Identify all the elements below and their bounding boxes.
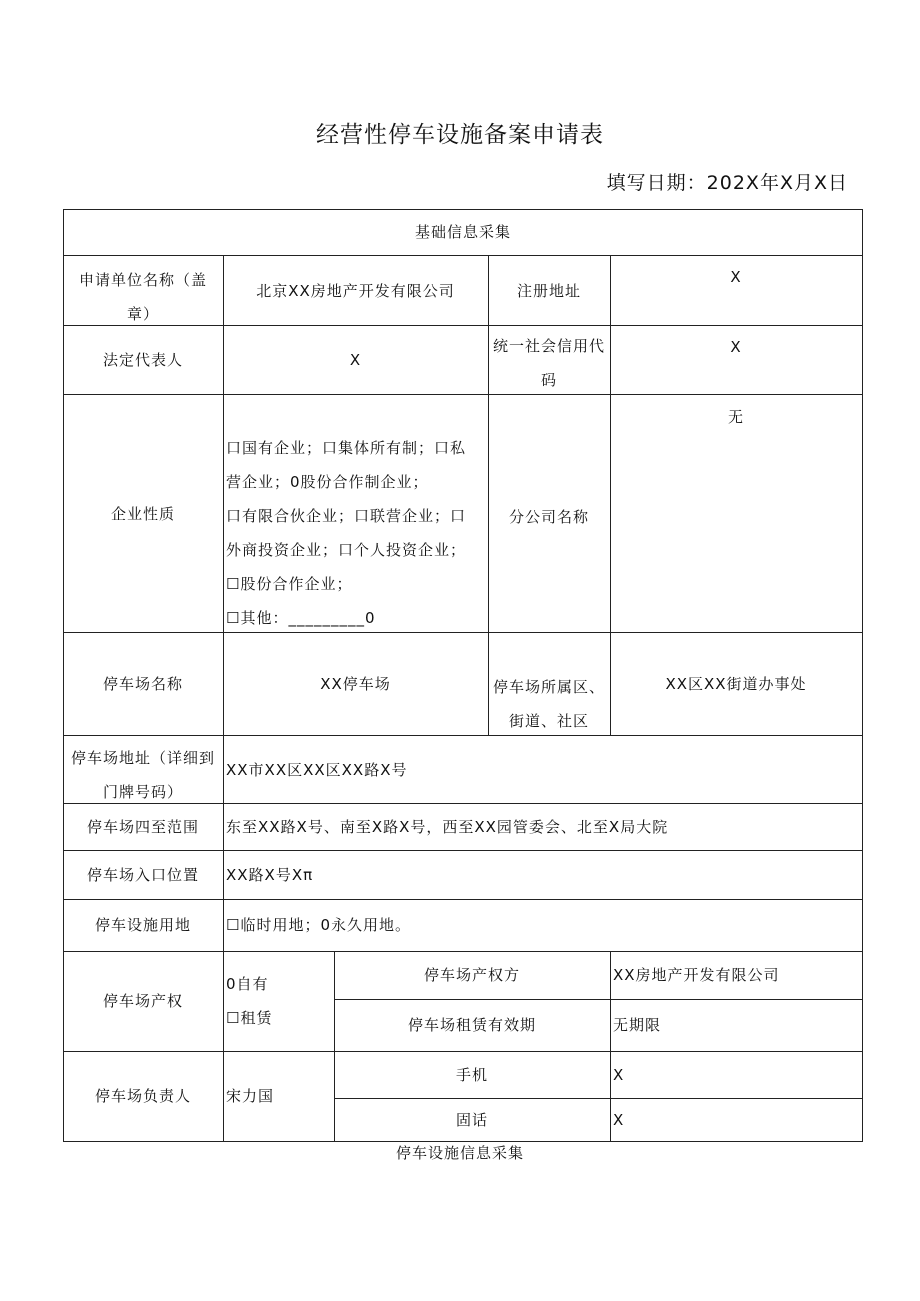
row-divider xyxy=(63,1051,863,1052)
parking-name-label: 停车场名称 xyxy=(102,675,183,693)
district-value: XX区XX街道办事处 xyxy=(665,675,807,693)
branch-label: 分公司名称 xyxy=(508,508,589,526)
mobile-label: 手机 xyxy=(455,1066,488,1084)
column-divider xyxy=(488,255,489,735)
enterprise-type-label: 企业性质 xyxy=(110,505,175,523)
applicant-label-line1: 申请单位名称（盖 xyxy=(78,271,207,289)
enterprise-type-option[interactable]: 口有限合伙企业；口联营企业；口 xyxy=(226,507,467,525)
legal-rep-value: X xyxy=(349,351,362,369)
enterprise-type-option[interactable]: ☐其他：_________0 xyxy=(226,609,376,627)
ownership-option-owned[interactable]: 0自有 xyxy=(226,975,269,993)
ownership-options xyxy=(223,967,334,1035)
credit-code-label-line2: 码 xyxy=(540,371,557,389)
phone-value: X xyxy=(613,1111,625,1129)
lease-value: 无期限 xyxy=(613,1016,662,1034)
district-label xyxy=(488,670,610,738)
row-divider xyxy=(63,255,863,256)
registered-address-label: 注册地址 xyxy=(516,282,581,300)
entrance-label: 停车场入口位置 xyxy=(86,866,199,884)
enterprise-type-option[interactable]: 外商投资企业；口个人投资企业； xyxy=(226,541,467,559)
manager-name: 宋力国 xyxy=(226,1087,275,1105)
entrance-value: XX路X号Xπ xyxy=(226,866,314,884)
enterprise-type-options xyxy=(223,431,488,635)
phone-label: 固话 xyxy=(455,1111,488,1129)
land-use-label: 停车设施用地 xyxy=(94,916,191,934)
branch-value: 无 xyxy=(727,408,744,426)
mobile-value: X xyxy=(613,1066,625,1084)
applicant-label xyxy=(63,263,223,331)
applicant-value: 北京XX房地产开发有限公司 xyxy=(256,282,455,300)
legal-rep-label: 法定代表人 xyxy=(102,351,183,369)
boundaries-value: 东至XX路X号、南至X路X号，西至XX园管委会、北至X局大院 xyxy=(226,818,669,836)
column-divider xyxy=(610,255,611,735)
section-header: 基础信息采集 xyxy=(414,223,511,241)
boundaries-label: 停车场四至范围 xyxy=(86,818,199,836)
parking-address-label-line1: 停车场地址（详细到 xyxy=(70,749,215,767)
credit-code-label-line1: 统一社会信用代 xyxy=(492,337,605,355)
row-divider xyxy=(63,394,863,395)
ownership-label: 停车场产权 xyxy=(102,992,183,1010)
credit-code-value: X xyxy=(730,338,742,356)
row-divider xyxy=(63,850,863,851)
page-title: 经营性停车设施备案申请表 xyxy=(316,122,604,148)
district-label-line1: 停车场所属区、 xyxy=(492,678,605,696)
footer-caption: 停车设施信息采集 xyxy=(395,1144,524,1162)
enterprise-type-option[interactable]: 口国有企业；口集体所有制；口私 xyxy=(226,439,467,457)
credit-code-label xyxy=(488,329,610,397)
table-border-right xyxy=(862,209,863,1142)
row-divider xyxy=(63,951,863,952)
district-label-line2: 街道、社区 xyxy=(508,712,589,730)
row-divider xyxy=(334,999,863,1000)
enterprise-type-option[interactable]: ☐股份合作企业； xyxy=(226,575,353,593)
fill-date: 填写日期：202X年X月X日 xyxy=(606,172,848,194)
parking-address-label-line2: 门牌号码） xyxy=(102,783,183,801)
table-border-top xyxy=(63,209,863,210)
owner-label: 停车场产权方 xyxy=(423,966,520,984)
manager-label: 停车场负责人 xyxy=(94,1087,191,1105)
parking-address-value: XX市XX区XX区XX路X号 xyxy=(226,761,408,779)
owner-value: XX房地产开发有限公司 xyxy=(613,966,780,984)
applicant-label-line2: 章） xyxy=(126,305,159,323)
row-divider xyxy=(334,1098,863,1099)
parking-address-label xyxy=(63,741,223,809)
parking-name-value: XX停车场 xyxy=(320,675,391,693)
row-divider xyxy=(63,735,863,736)
ownership-option-leased[interactable]: ☐租赁 xyxy=(226,1009,273,1027)
registered-address-value: X xyxy=(730,268,742,286)
lease-label: 停车场租赁有效期 xyxy=(407,1016,536,1034)
enterprise-type-option[interactable]: 营企业；0股份合作制企业； xyxy=(226,473,429,491)
row-divider xyxy=(63,899,863,900)
land-use-value[interactable]: ☐临时用地；0永久用地。 xyxy=(226,916,411,934)
